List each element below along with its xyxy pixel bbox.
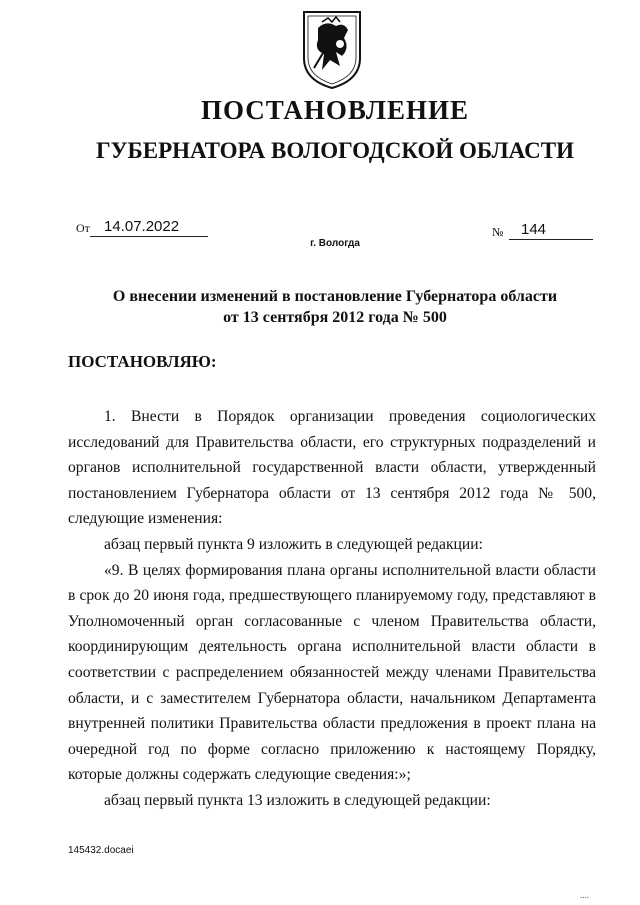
vologda-coat-of-arms-icon — [300, 8, 364, 90]
subject-line-2: от 13 сентября 2012 года № 500 — [223, 309, 447, 326]
document-number: 144 — [521, 221, 547, 238]
paragraph-1-line-5: следующие изменения: — [68, 510, 223, 528]
document-date: 14.07.2022 — [104, 218, 180, 235]
document-body — [68, 404, 596, 814]
date-prefix: От — [76, 221, 90, 235]
paragraph-1-line-4: постановлением Губернатора области от 13 сентября 2012 года № 500, — [68, 484, 596, 502]
paragraph-1-line-2: исследований для Правительства области, его структурных подразделений и — [68, 433, 596, 451]
paragraph-4: абзац первый пункта 13 изложить в следующей редакции: — [104, 791, 491, 809]
document-subject — [0, 286, 640, 328]
document-title: ПОСТАНОВЛЕНИЕ — [200, 95, 470, 125]
file-name: 145432.docaei — [68, 845, 134, 856]
number-prefix: № — [492, 225, 504, 239]
paragraph-2: абзац первый пункта 9 изложить в следующей редакции: — [104, 535, 483, 553]
city-label: г. Вологда — [310, 238, 360, 249]
document-subtitle: ГУБЕРНАТОРА ВОЛОГОДСКОЙ ОБЛАСТИ — [96, 138, 574, 163]
paragraph-1-line-1: 1. Внести в Порядок организации проведения социологических — [104, 408, 596, 425]
page-mark: .... — [580, 890, 589, 900]
paragraph-3: «9. В целях формирования плана органы исполнительной власти области в срок до 20 июня года, предшествующего планируемому году, представляют в Уполномоченный орган согласованные с членом Правительства области, координирующим деятельность органа исполнительной власти области в соответствии с распределением обязанностей между членами Правительства области, и с заместителем Губернатора области, начальником Департамента внутренней политики Правительства области предложения в проект плана на очередной год по форме согласно приложению к настоящему Порядку, которые должны содержать следующие сведения:»; — [68, 561, 596, 784]
decree-heading: ПОСТАНОВЛЯЮ: — [68, 352, 217, 371]
subject-line-1: О внесении изменений в постановление Губернатора области — [112, 288, 558, 305]
paragraph-1-line-3: органов исполнительной государственной власти области, утвержденный — [68, 459, 596, 477]
